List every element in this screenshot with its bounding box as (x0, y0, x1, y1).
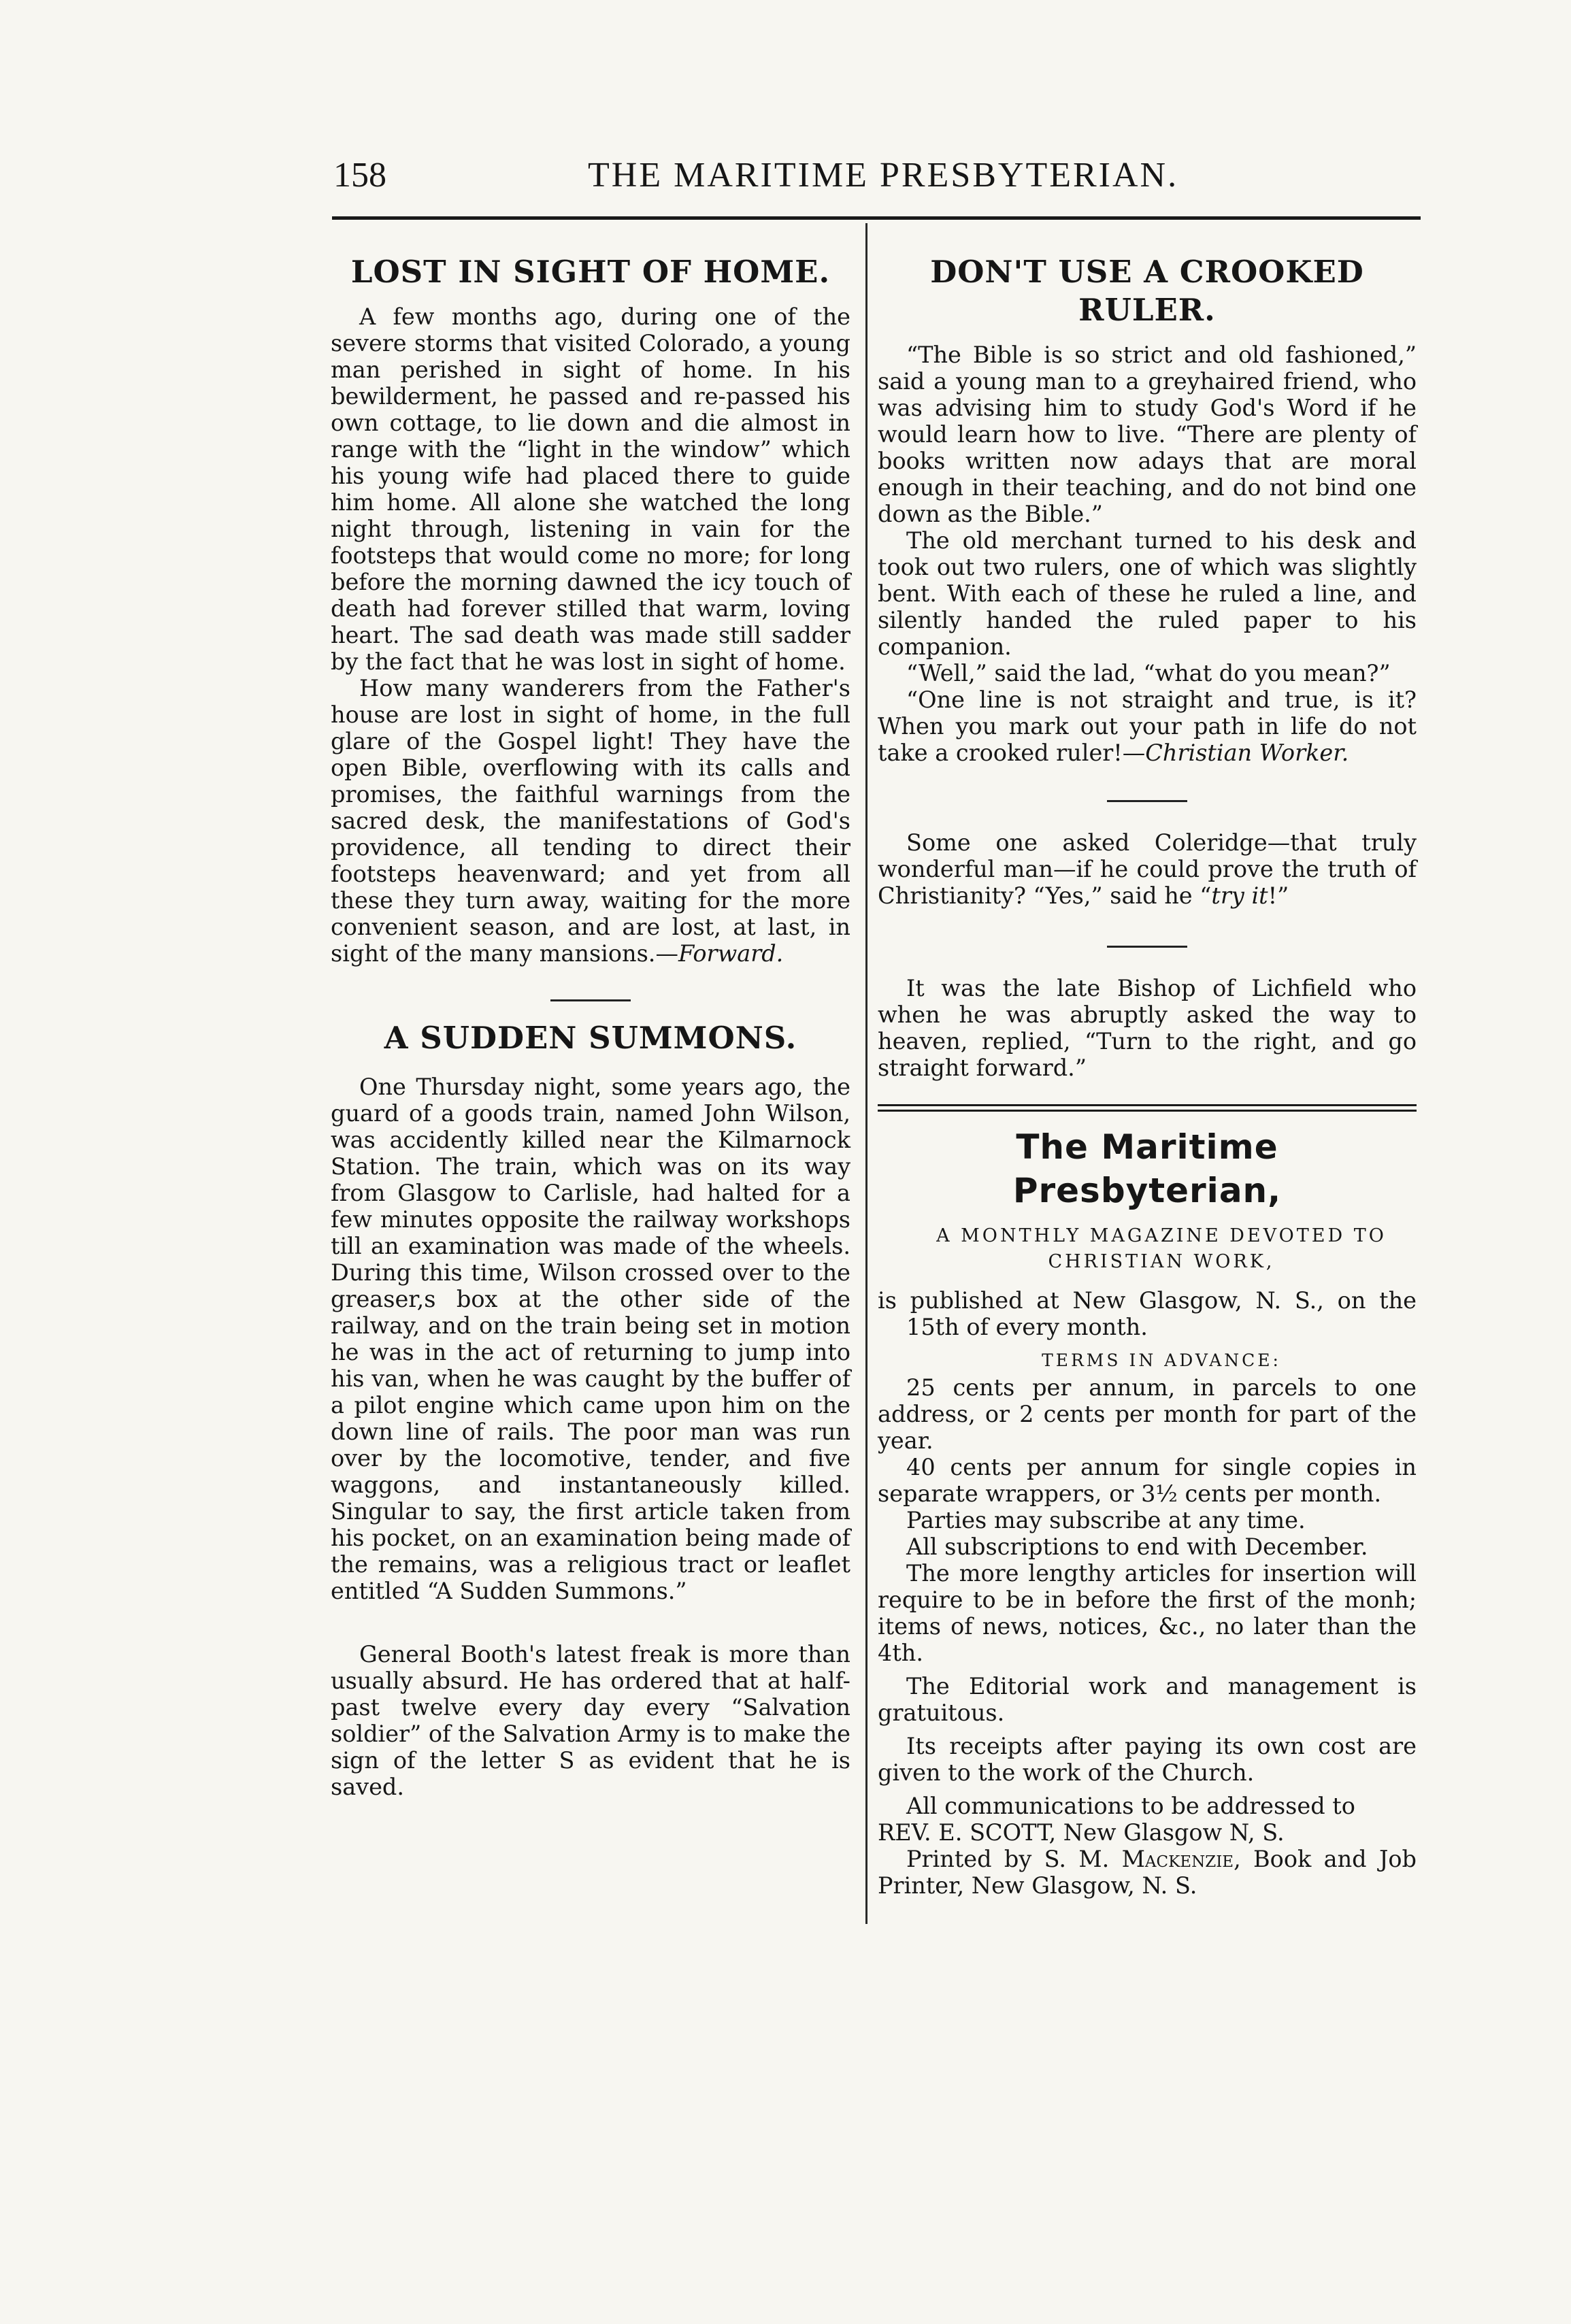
article-paragraph: The old merchant turned to his desk and took out two rulers, one of which was slightly bent. With each of these he ruled a line, and silently handed the ruled paper to his companion. (878, 527, 1417, 660)
article-credit: Forward. (678, 940, 784, 967)
terms-item: All subscriptions to end with December. (906, 1533, 1368, 1560)
article-title: LOST IN SIGHT OF HOME. (350, 254, 831, 290)
terms-item: 25 cents per annum, in parcels to one address, or 2 cents per month for part of the year. (878, 1374, 1417, 1454)
article-paragraph: “Well,” said the lad, “what do you mean?” (906, 660, 1391, 686)
running-head: THE MARITIME PRESBYTERIAN. (588, 156, 1179, 195)
terms-item: The Editorial work and management is gratuitous. (878, 1673, 1417, 1726)
article-paragraph (878, 686, 1417, 766)
terms-item: Its receipts after paying its own cost are given to the work of the Church. (878, 1733, 1417, 1786)
article-title: DON'T USE A CROOKED RULER. (930, 254, 1364, 328)
publication-info (878, 1125, 1417, 1899)
terms-heading: TERMS IN ADVANCE: (1042, 1350, 1281, 1370)
left-column (331, 253, 850, 1800)
printer-credit (878, 1846, 1417, 1899)
column-divider (865, 223, 867, 1924)
paragraph-text: Some one asked Coleridge—that truly wonderful man—if he could prove the truth of Christianity? “Yes,” said he “ (878, 829, 1417, 909)
terms-item: The more lengthy articles for insertion will require to be in before the first of the monh; items of news, notices, &c., no later than the 4th. (878, 1560, 1417, 1666)
printer-text: , Book and Job Printer, New Glasgow, N. S. (878, 1846, 1417, 1899)
article-paragraph: “The Bible is so strict and old fashioned,” said a young man to a greyhaired friend, who was advising him to study God's Word if he would learn how to live. “There are plenty of books written now adays that are moral enough in their teaching, and do not bind one down as the Bible.” (878, 342, 1417, 527)
right-column (878, 253, 1417, 1899)
masthead-subtitle: CHRISTIAN WORK, (1048, 1251, 1275, 1272)
terms-item: Parties may subscribe at any time. (906, 1507, 1306, 1533)
article-paragraph: It was the late Bishop of Lichfield who when he was abruptly asked the way to heaven, replied, “Turn to the right, and go straight forward.” (878, 975, 1417, 1081)
paragraph-text: How many wanderers from the Father's house are lost in sight of home, in the full glare of the Gospel light! They have the open Bible, overflowing with its calls and promises, the faithful warnings from the sacred desk, the manifestations of God's providence, all tending to direct their footsteps heavenward; and yet from all these they turn away, waiting for the more convenient season, and are lost, at last, in sight of the many mansions.— (331, 675, 850, 967)
paragraph-text: “One line is not straight and true, is it? When you mark out your path in life do not take a crooked ruler!— (878, 686, 1417, 766)
masthead-title: The Maritime Presbyterian, (1012, 1127, 1282, 1210)
article-paragraph: A few months ago, during one of the severe storms that visited Colorado, a young man perished in sight of home. In his bewilderment, he passed and re-passed his own cottage, to lie down and die almost in range with the “light in the window” which his young wife had placed there to guide him home. All alone she watched the long night through, listening in vain for the footsteps that would come no more; for long before the morning dawned the icy touch of death had forever stilled that warm, loving heart. The sad death was made still sadder by the fact that he was lost in sight of home. (331, 303, 850, 675)
terms-item: All communications to be addressed to (906, 1793, 1355, 1819)
masthead-subtitle: A MONTHLY MAGAZINE DEVOTED TO (936, 1225, 1387, 1246)
italic-phrase: try it (1211, 882, 1268, 909)
article-title: A SUDDEN SUMMONS. (384, 1020, 797, 1056)
publication-note: is published at New Glasgow, N. S., on the 15th of every month. (878, 1287, 1417, 1340)
article-paragraph (878, 829, 1417, 909)
printer-name: Mackenzie (1121, 1846, 1234, 1872)
article-paragraph (331, 675, 850, 967)
article-paragraph: One Thursday night, some years ago, the guard of a goods train, named John Wilson, was accidently killed near the Kilmarnock Station. The train, which was on its way from Glasgow to Carlisle, had halted for a few minutes opposite the railway workshops till an examination was made of the wheels. During this time, Wilson crossed over to the greaser,s box at the other side of the railway, and on the train being set in motion he was in the act of returning to jump into his van, when he was caught by the buffer of a pilot engine which came upon him on the down line of rails. The poor man was run over by the locomotive, tender, and five waggons, and instantaneously killed. Singular to say, the first article taken from his pocket, on an examination being made of the remains, was a religious tract or leaflet entitled “A Sudden Summons.” (331, 1074, 850, 1604)
printer-text: Printed by S. M. (906, 1846, 1122, 1872)
article-credit: Christian Worker. (1145, 740, 1349, 766)
paragraph-text: !” (1268, 882, 1289, 909)
editor-address: REV. E. SCOTT, New Glasgow N, S. (878, 1819, 1285, 1846)
terms-item: 40 cents per annum for single copies in separate wrappers, or 3½ cents per month. (878, 1454, 1417, 1507)
top-rule (332, 216, 1421, 220)
page-number: 158 (333, 156, 386, 195)
article-paragraph: General Booth's latest freak is more than usually absurd. He has ordered that at half-past twelve every day every “Salvation soldier” of the Salvation Army is to make the sign of the letter S as evident that he is saved. (331, 1641, 850, 1800)
